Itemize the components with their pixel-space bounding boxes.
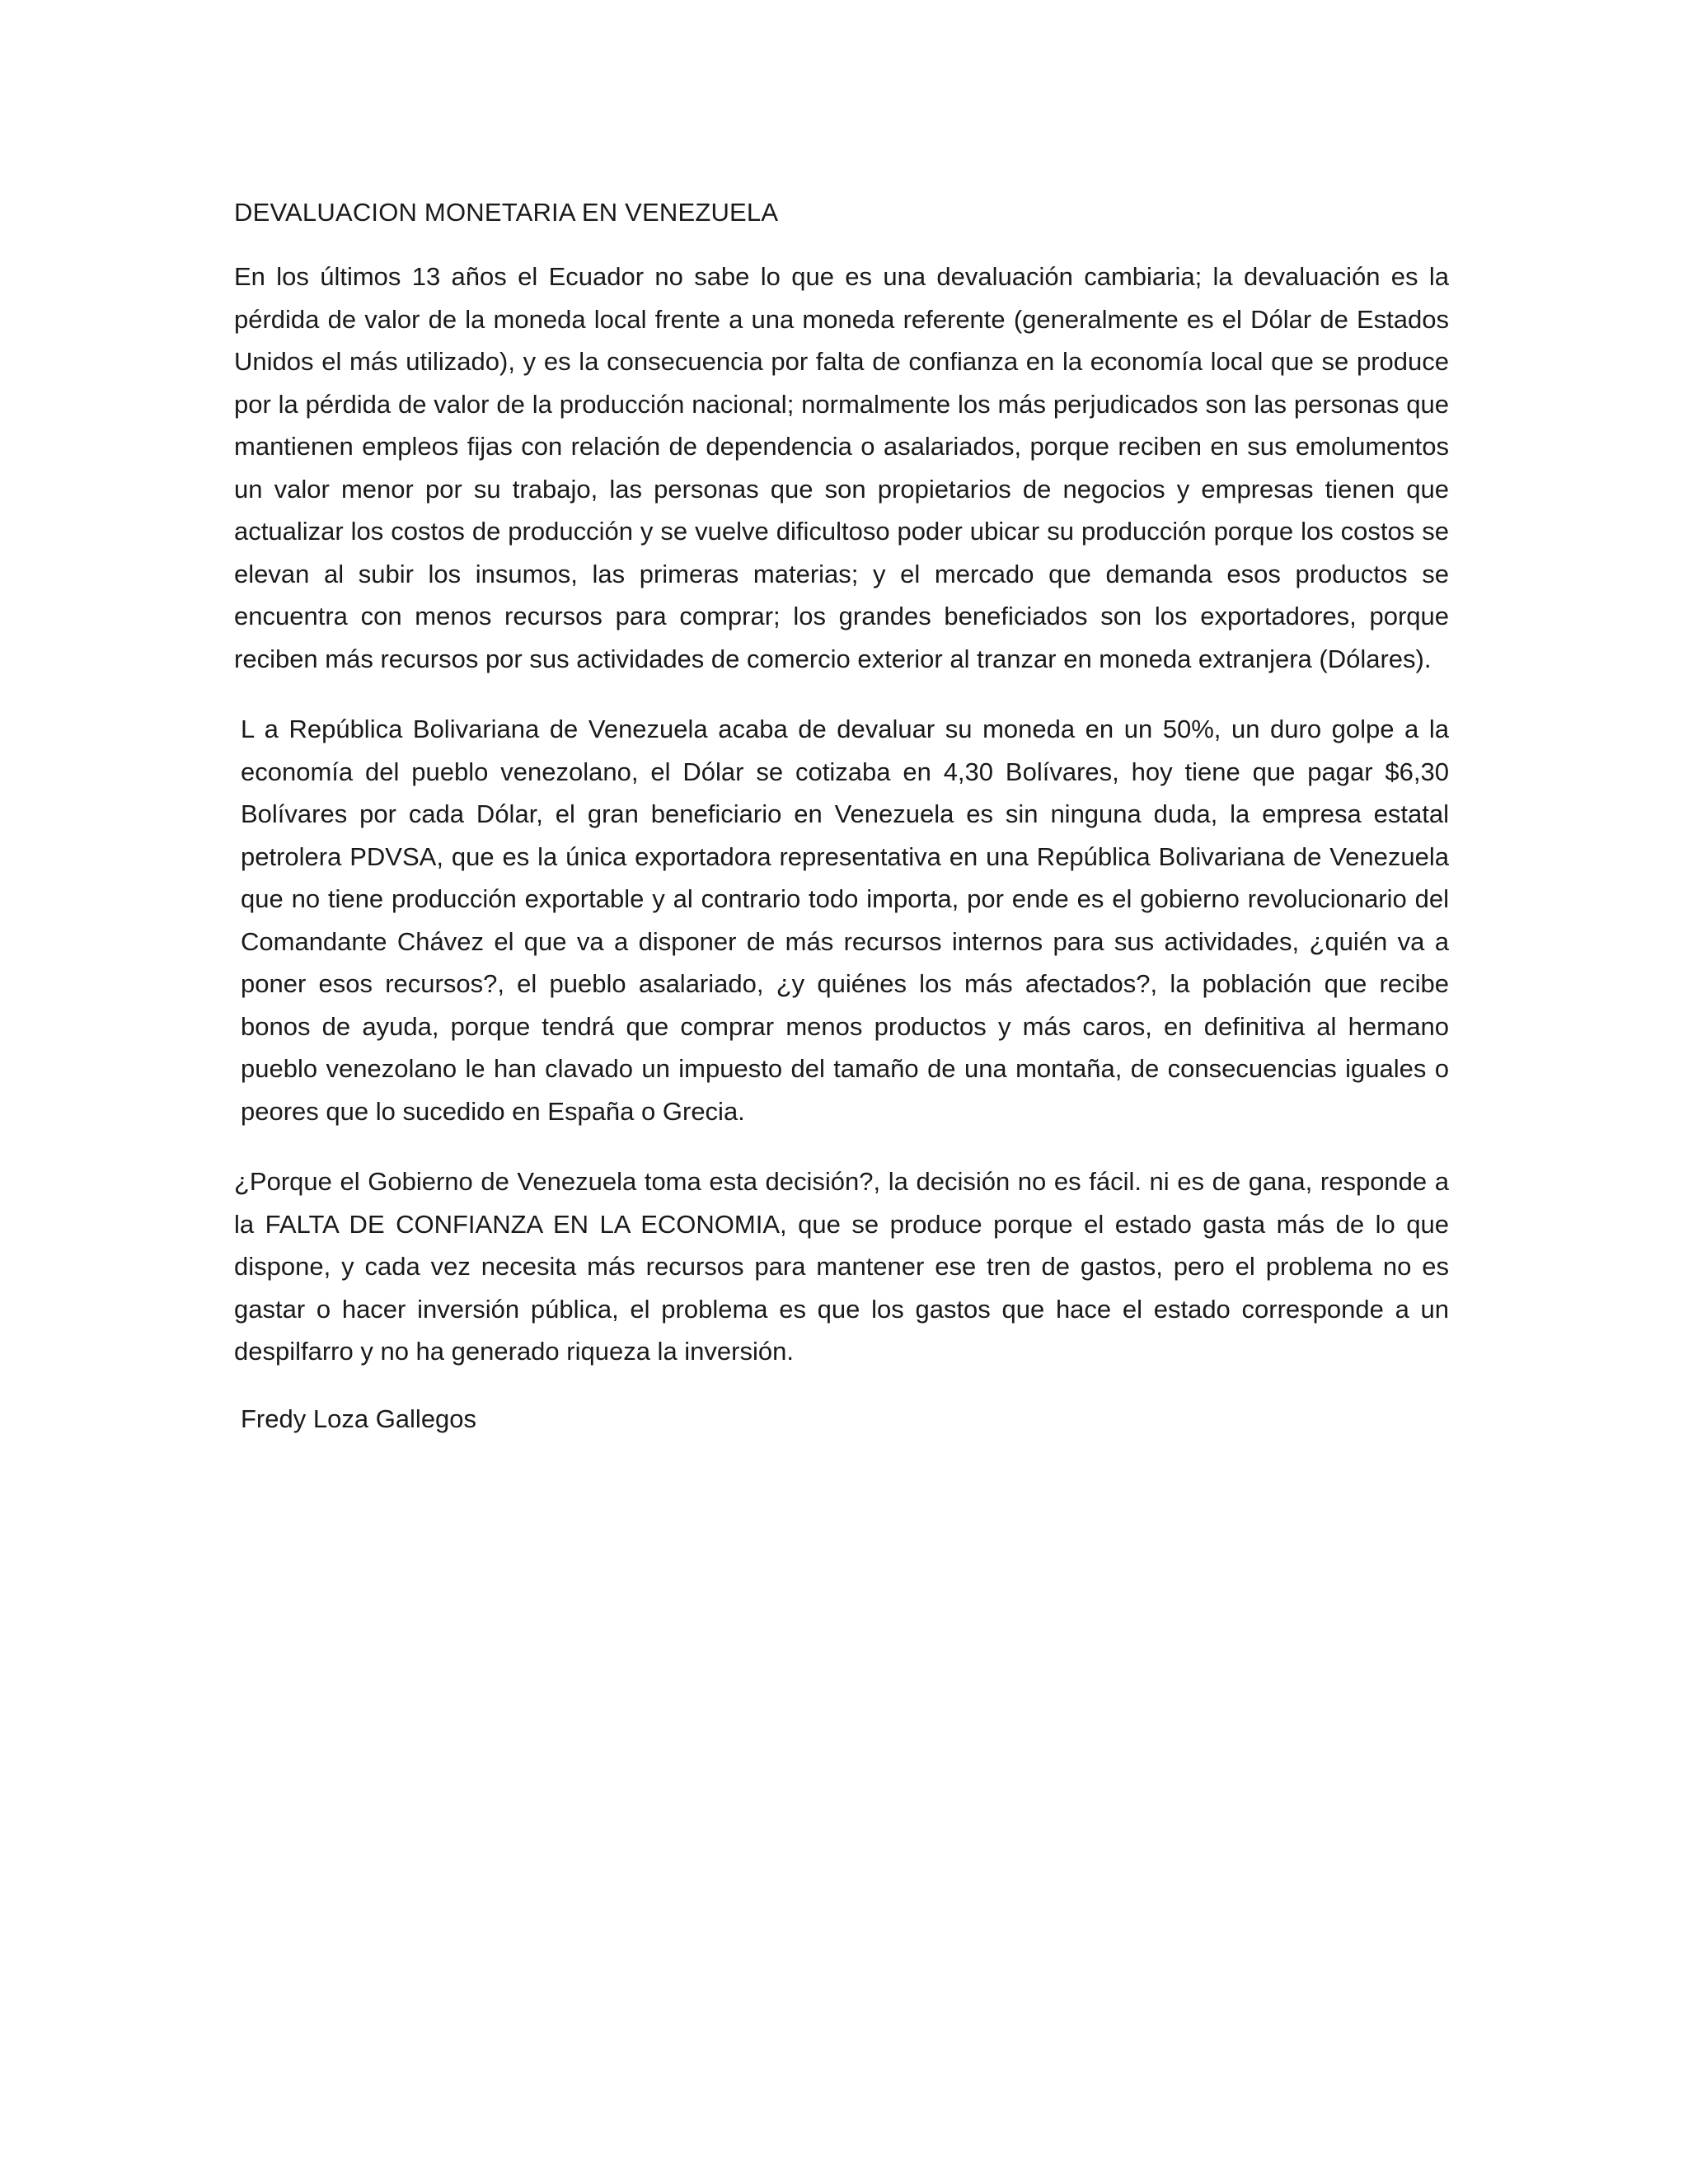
author-signature: Fredy Loza Gallegos — [241, 1404, 477, 1433]
document-title: DEVALUACION MONETARIA EN VENEZUELA — [234, 198, 779, 227]
paragraph-3: ¿Porque el Gobierno de Venezuela toma esta decisión?, la decisión no es fácil. ni es de gana, responde a la FALTA DE CONFIANZA EN LA ECONOMIA, que se produce porque el estado gasta más de lo que dispone, y cada vez necesita más recursos para mantener ese tren de gastos, pero el problema no es gastar o hacer inversión pública, el problema es que los gastos que hace el estado corresponde a un despilfarro y no ha generado riqueza la inversión. — [234, 1167, 1449, 1366]
paragraph-2: L a República Bolivariana de Venezuela acaba de devaluar su moneda en un 50%, un duro golpe a la economía del pueblo venezolano, el Dólar se cotizaba en 4,30 Bolívares, hoy tiene que pagar $6,30 Bolívares por cada Dólar, el gran beneficiario en Venezuela es sin ninguna duda, la empresa estatal petrolera PDVSA, que es la única exportadora representativa en una República Bolivariana de Venezuela que no tiene producción exportable y al contrario todo importa, por ende es el gobierno revolucionario del Comandante Chávez el que va a disponer de más recursos internos para sus actividades, ¿quién va a poner esos recursos?, el pueblo asalariado, ¿y quiénes los más afectados?, la población que recibe bonos de ayuda, porque tendrá que comprar menos productos y más caros, en definitiva al hermano pueblo venezolano le han clavado un impuesto del tamaño de una montaña, de consecuencias iguales o peores que lo sucedido en España o Grecia. — [241, 715, 1449, 1126]
paragraph-1: En los últimos 13 años el Ecuador no sabe lo que es una devaluación cambiaria; la devaluación es la pérdida de valor de la moneda local frente a una moneda referente (generalmente es el Dólar de Estados Unidos el más utilizado), y es la consecuencia por falta de confianza en la economía local que se produce por la pérdida de valor de la producción nacional; normalmente los más perjudicados son las personas que mantienen empleos fijas con relación de dependencia o asalariados, porque reciben en sus emolumentos un valor menor por su trabajo, las personas que son propietarios de negocios y empresas tienen que actualizar los costos de producción y se vuelve dificultoso poder ubicar su producción porque los costos se elevan al subir los insumos, las primeras materias; y el mercado que demanda esos productos se encuentra con menos recursos para comprar; los grandes beneficiados son los exportadores, porque reciben más recursos por sus actividades de comercio exterior al tranzar en moneda extranjera (Dólares). — [234, 262, 1449, 673]
document-body — [234, 194, 1449, 1437]
